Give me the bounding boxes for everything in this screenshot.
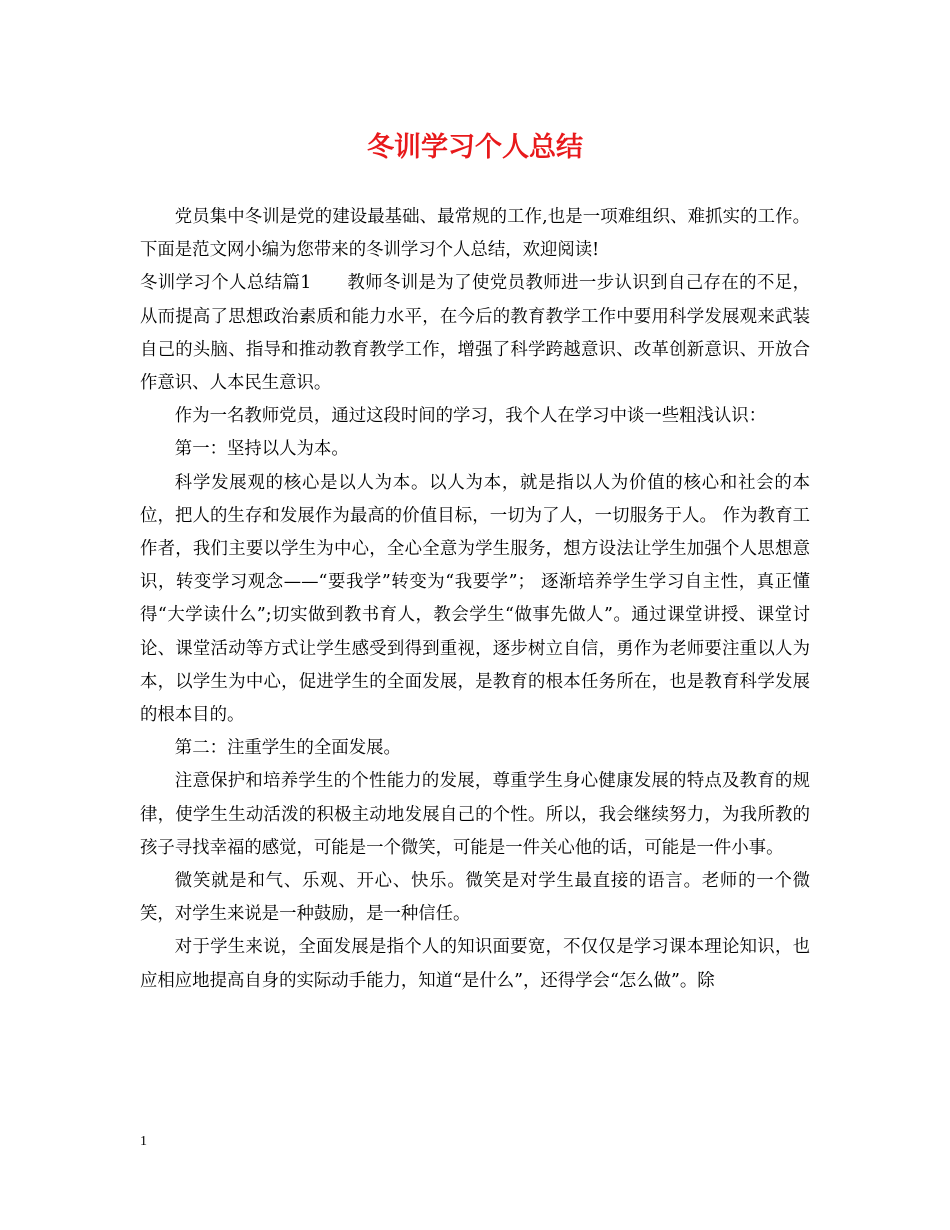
paragraph-section-1: 冬训学习个人总结篇1 教师冬训是为了使党员教师进一步认识到自己存在的不足，从而提高了思想政治素质和能力水平，在今后的教育教学工作中要用科学发展观来武装自己的头脑、指导和推动教育教学工作，增强了科学跨越意识、改革创新意识、开放合作意识、人本民生意识。 — [140, 273, 810, 394]
paragraph-intro: 党员集中冬训是党的建设最基础、最常规的工作,也是一项难组织、难抓实的工作。下面是范文网小编为您带来的冬训学习个人总结，欢迎阅读! — [140, 207, 810, 261]
heading-point-2: 第二：注重学生的全面发展。 — [174, 738, 401, 759]
paragraph-opening: 作为一名教师党员，通过这段时间的学习，我个人在学习中谈一些粗浅认识： — [174, 406, 767, 427]
paragraph-all-round: 对于学生来说，全面发展是指个人的知识面要宽，不仅仅是学习课本理论知识，也应相应地提高自身的实际动手能力，知道“是什么”，还得学会“怎么做”。除 — [140, 937, 810, 991]
document-title: 冬训学习个人总结 — [367, 132, 583, 163]
paragraph-people-oriented: 科学发展观的核心是以人为本。以人为本，就是指以人为价值的核心和社会的本位，把人的生存和发展作为最高的价值目标，一切为了人，一切服务于人。 作为教育工作者，我们主要以学生为中心，全心全意为学生服务，想方设法让学生加强个人思想意识，转变学习观念——“要我学”转变为“我要学”； 逐渐培养学生学习自主性，真正懂得“大学读什么”;切实做到教书育人，教会学生“做事先做人”。通过课堂讲授、课堂讨论、课堂活动等方式让学生感受到得到重视，逐步树立自信，勇作为老师要注重以人为本，以学生为中心，促进学生的全面发展，是教育的根本任务所在，也是教育科学发展的根本目的。 — [140, 472, 810, 726]
heading-point-1: 第一：坚持以人为本。 — [174, 439, 349, 460]
document-body — [140, 201, 810, 998]
paragraph-individuality: 注意保护和培养学生的个性能力的发展，尊重学生身心健康发展的特点及教育的规律，使学生生动活泼的积极主动地发展自己的个性。所以，我会继续努力，为我所教的孩子寻找幸福的感觉，可能是一个微笑，可能是一件关心他的话，可能是一件小事。 — [140, 771, 810, 858]
paragraph-smile: 微笑就是和气、乐观、开心、快乐。微笑是对学生最直接的语言。老师的一个微笑，对学生来说是一种鼓励，是一种信任。 — [140, 871, 810, 925]
page-number: 1 — [140, 1134, 147, 1149]
